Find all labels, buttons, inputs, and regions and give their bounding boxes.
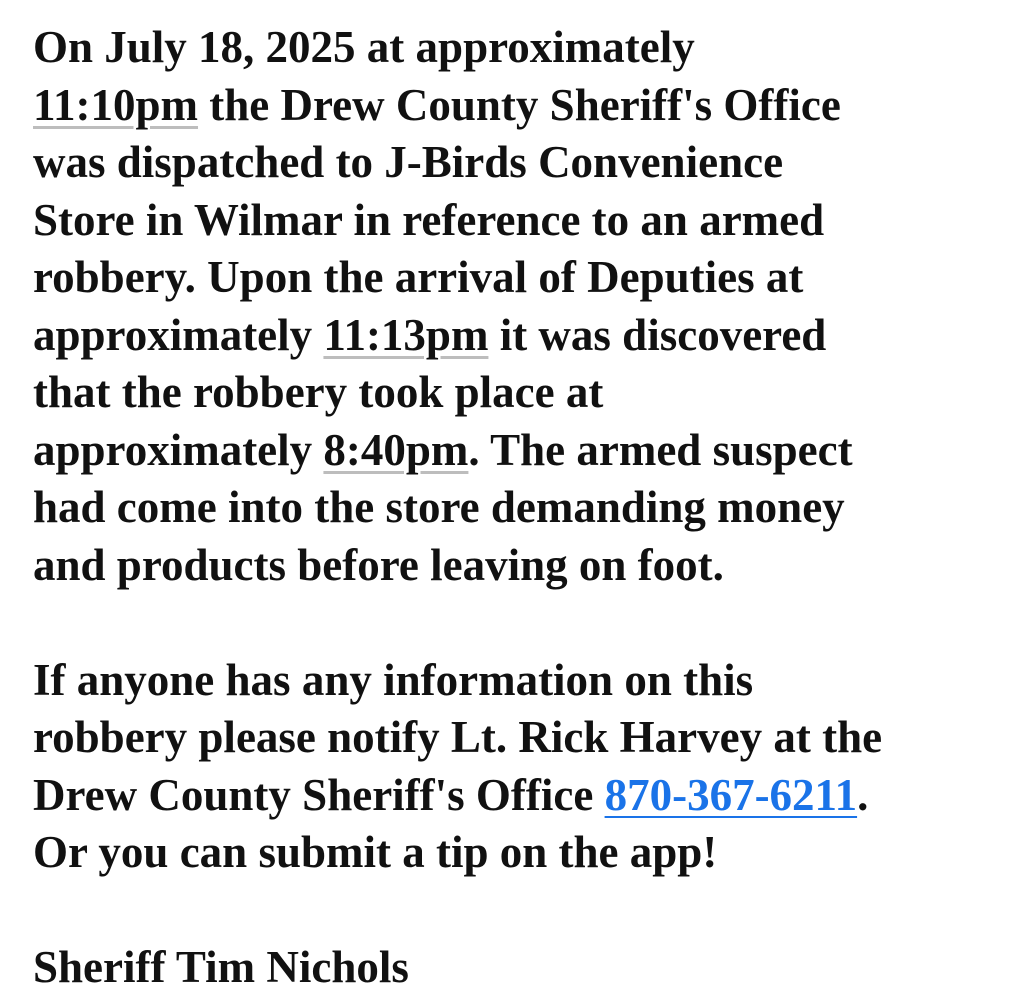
text-segment: robbery. Upon the arrival of Deputies at: [33, 252, 804, 302]
text-line: [33, 192, 1013, 250]
text-line: [33, 824, 1013, 882]
contact-paragraph: [33, 652, 1013, 882]
signature: [33, 939, 1013, 997]
signature-line: Sheriff Tim Nichols: [33, 942, 409, 992]
text-line: [33, 709, 1013, 767]
text-line: [33, 19, 1013, 77]
text-line: [33, 767, 1013, 825]
text-segment: had come into the store demanding money: [33, 482, 845, 532]
text-line: [33, 134, 1013, 192]
text-line: [33, 479, 1013, 537]
text-segment: . The armed suspect: [468, 424, 853, 475]
robbery-time[interactable]: 8:40pm: [323, 424, 469, 475]
text-segment: it was discovered: [488, 309, 827, 360]
text-segment: robbery please notify Lt. Rick Harvey at the: [33, 712, 883, 762]
text-segment: Drew County Sheriff's Office: [33, 769, 605, 820]
text-line: [33, 422, 1013, 480]
text-line: [33, 77, 1013, 135]
text-segment: If anyone has any information on this: [33, 654, 754, 705]
text-segment: approximately: [33, 424, 324, 475]
paragraph-spacer: [33, 882, 1013, 940]
phone-link[interactable]: 870-367-6211: [604, 769, 858, 820]
text-segment: Store in Wilmar in reference to an armed: [33, 194, 825, 245]
text-segment: was dispatched to J-Birds Convenience: [33, 137, 784, 187]
text-segment: approximately: [33, 309, 324, 360]
text-segment: .: [857, 769, 869, 820]
text-line: [33, 307, 1013, 365]
arrival-time[interactable]: 11:13pm: [323, 309, 489, 360]
text-segment: that the robbery took place at: [33, 367, 604, 417]
dispatch-time[interactable]: 11:10pm: [33, 79, 199, 130]
incident-paragraph: [33, 19, 1013, 594]
document-body: [33, 19, 1013, 997]
text-line: [33, 652, 1013, 710]
text-segment: the Drew County Sheriff's Office: [198, 79, 841, 130]
text-line: [33, 249, 1013, 307]
text-line: [33, 364, 1013, 422]
text-segment: and products before leaving on foot.: [33, 539, 724, 590]
text-segment: On July 18, 2025 at approximately: [33, 22, 695, 72]
text-segment: Or you can submit a tip on the app!: [33, 827, 718, 877]
text-line: [33, 537, 1013, 595]
paragraph-spacer: [33, 594, 1013, 652]
